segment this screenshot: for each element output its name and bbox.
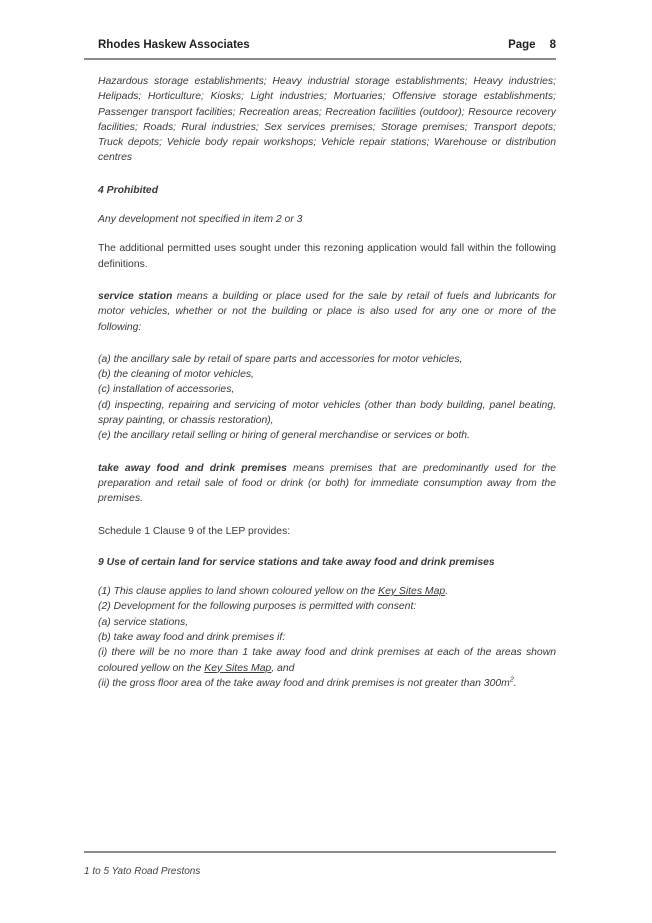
- header-rule: [84, 58, 556, 60]
- service-station-definition: [98, 289, 556, 335]
- page-header: [98, 39, 556, 55]
- clause-item-i: (i) there will be no more than 1 take away food and drink premises at each of the areas shown coloured yellow on the Key Sites Map, and: [98, 647, 556, 674]
- page-label: Page: [508, 39, 536, 51]
- clause-items: [98, 584, 556, 691]
- takeaway-def-text: means premises that are predominantly used for the preparation and retail sale of food or drink (or both) for immediate consumption away from the premises.: [98, 462, 556, 505]
- clause-item-b: (b) take away food and drink premises if:: [98, 632, 286, 644]
- clause-item-a: (a) service stations,: [98, 616, 189, 628]
- uses-list-paragraph: Hazardous storage establishments; Heavy industrial storage establishments; Heavy industries; Helipads; Horticulture; Kiosks; Light industries; Mortuaries; Offensive storage establishments; Passenger transport facilities; Recreation areas; Recreation facilities (outdoor); Resource recovery facilities; Roads; Rural industries; Sex services premises; Storage premises; Transport depots; Truck depots; Vehicle body repair workshops; Vehicle repair stations; Warehouse or distribution centres: [98, 76, 556, 164]
- clause-item-1: (1) This clause applies to land shown coloured yellow on the Key Sites Map.: [98, 586, 449, 598]
- key-sites-map-link: Key Sites Map: [378, 586, 446, 598]
- list-item: (c) installation of accessories,: [98, 384, 235, 396]
- clause-heading: 9 Use of certain land for service stations and take away food and drink premises: [98, 556, 495, 568]
- company-name: Rhodes Haskew Associates: [98, 39, 250, 51]
- list-item: (b) the cleaning of motor vehicles,: [98, 369, 254, 381]
- list-item: (d) inspecting, repairing and servicing of motor vehicles (other than body building, panel beating, spray painting, or chassis restoration),: [98, 399, 556, 427]
- key-sites-map-link: Key Sites Map: [204, 662, 272, 674]
- page-content: [98, 74, 556, 691]
- prohibited-heading: 4 Prohibited: [98, 184, 159, 196]
- superscript-2: 2: [509, 676, 514, 684]
- schedule-text: Schedule 1 Clause 9 of the LEP provides:: [98, 525, 291, 537]
- page-indicator: [508, 39, 556, 51]
- clause-item-ii: (ii) the gross floor area of the take away food and drink premises is not greater than $300m^2$.: [98, 676, 517, 689]
- list-item: (a) the ancillary sale by retail of spare parts and accessories for motor vehicles,: [98, 353, 463, 365]
- takeaway-term: take away food and drink premises: [98, 462, 287, 474]
- list-item: (e) the ancillary retail selling or hiring of general merchandise or services or both.: [98, 430, 470, 442]
- footer-rule: [84, 851, 556, 853]
- page-number: 8: [549, 39, 556, 51]
- prohibited-text: Any development not specified in item 2 or 3: [98, 214, 303, 226]
- clause-item-2: (2) Development for the following purposes is permitted with consent:: [98, 601, 417, 613]
- service-station-def-text: means a building or place used for the sale by retail of fuels and lubricants for motor vehicles, whether or not the building or place is also used for any one or more of the following:: [98, 290, 556, 333]
- service-station-term: service station: [98, 290, 173, 302]
- service-station-items: [98, 352, 556, 444]
- takeaway-definition: [98, 461, 556, 507]
- additional-uses-paragraph: The additional permitted uses sought under this rezoning application would fall within the following definitions.: [98, 243, 556, 270]
- page-footer: 1 to 5 Yato Road Prestons: [84, 866, 201, 877]
